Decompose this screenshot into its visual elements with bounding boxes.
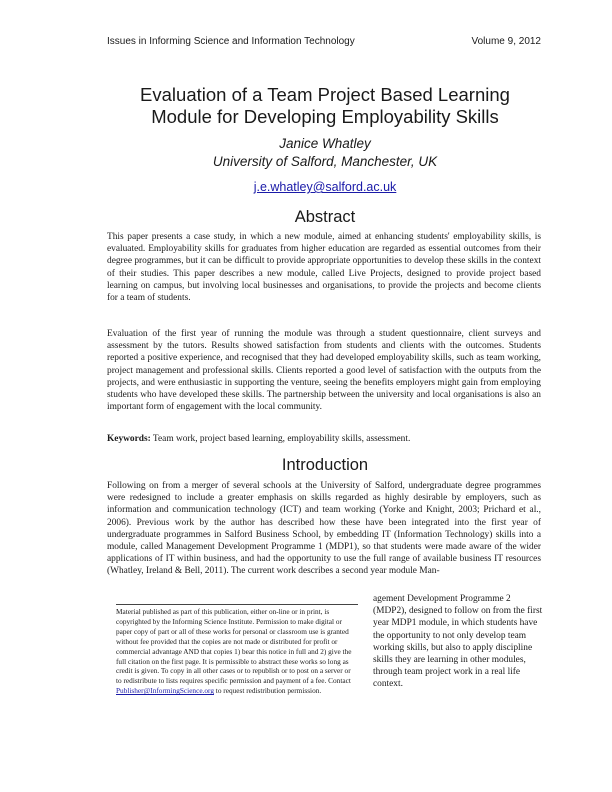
journal-name: Issues in Informing Science and Information Technology <box>107 36 355 47</box>
author-name: Janice Whatley <box>279 136 371 151</box>
introduction-paragraph-1: Following on from a merger of several schools at the University of Salford, undergraduate degree programmes were redesigned to include a greater emphasis on skills regarded as highly desirable by employers, such as information and communication technology (ICT) and team working (Yorke and Knight, 2003; Prichard et al., 2006). Previous work by the author has described how these have been integrated into the first year of undergraduate programmes in Salford Business School, by embedding IT (Information Technology) skills into a module, called Management Development Programme 1 (MDP1), so that students were made aware of the wider applications of IT within business, and had the opportunity to use the full range of available business IT resources (Whatley, Ireland & Bell, 2011). The current work describes a second year module Man- <box>107 481 541 577</box>
author-email-line <box>60 180 590 194</box>
author-block <box>60 135 590 171</box>
paper-title <box>60 84 590 128</box>
introduction-heading: Introduction <box>281 456 369 474</box>
copyright-tail: to request redistribution permission. <box>213 686 322 696</box>
title-line-2: Module for Developing Employability Skills <box>151 106 499 127</box>
abstract-heading: Abstract <box>294 208 356 226</box>
publisher-email-link[interactable]: Publisher@InformingScience.org <box>116 686 214 696</box>
author-email-link[interactable]: j.e.whatley@salford.ac.uk <box>253 180 397 194</box>
keywords-text: Team work, project based learning, employability skills, assessment. <box>150 434 411 444</box>
title-line-1: Evaluation of a Team Project Based Learning <box>140 84 510 105</box>
running-header <box>107 36 541 50</box>
keywords-label: Keywords: <box>107 434 151 444</box>
introduction-continuation: agement Development Programme 2 (MDP2), designed to follow on from the first year MDP1 module, in which students have the opportunity to not only develop team working skills, but also to apply discipline skills they are learning in other modules, through team project work in a real life context. <box>373 594 543 690</box>
copyright-notice <box>116 604 358 696</box>
introduction-body <box>107 480 541 578</box>
abstract-paragraph-1: This paper presents a case study, in which a new module, aimed at enhancing students' employability skills, is evaluated. Employability skills for graduates from higher education are regarded as essential outcomes from their degree programmes, but it can be difficult to provide appropriate opportunities to develop these skills in the context of their studies. This paper describes a new module, called Live Projects, designed to provide project based learning on campus, but involving local businesses and organisations, to provide the projects and become clients for a team of students. <box>107 232 541 304</box>
abstract-paragraph-2: Evaluation of the first year of running the module was through a student questionnaire, client surveys and assessment by the tutors. Results showed satisfaction from students and clients with the outcomes. Students reported a positive experience, and recognised that they had developed employability skills, such as team working, project management and professional skills. Clients reported a good level of satisfaction with the outputs from the projects, and were enthusiastic in supporting the venture, seeing the benefits employers might gain from employing students who have developed these skills. The partnership between the university and local organisations is also an important form of engagement with the local community. <box>107 329 541 413</box>
volume-label: Volume 9, 2012 <box>471 36 541 47</box>
author-affiliation: University of Salford, Manchester, UK <box>212 154 438 169</box>
copyright-text: Material published as part of this publication, either on-line or in print, is copyrighted by the Informing Science Institute. Permission to make digital or paper copy of part or all of these works for personal or classroom use is granted without fee provided that the copies are not made or distributed for profit or commercial advantage AND that copies 1) bear this notice in full and 2) give the full citation on the first page. It is permissible to abstract these works so long as credit is given. To copy in all other cases or to republish or to post on a server or to redistribute to lists requires specific permission and payment of a fee. Contact <box>116 607 352 686</box>
keywords-line <box>107 433 541 445</box>
abstract-body-2 <box>107 328 541 413</box>
abstract-body <box>107 231 541 304</box>
